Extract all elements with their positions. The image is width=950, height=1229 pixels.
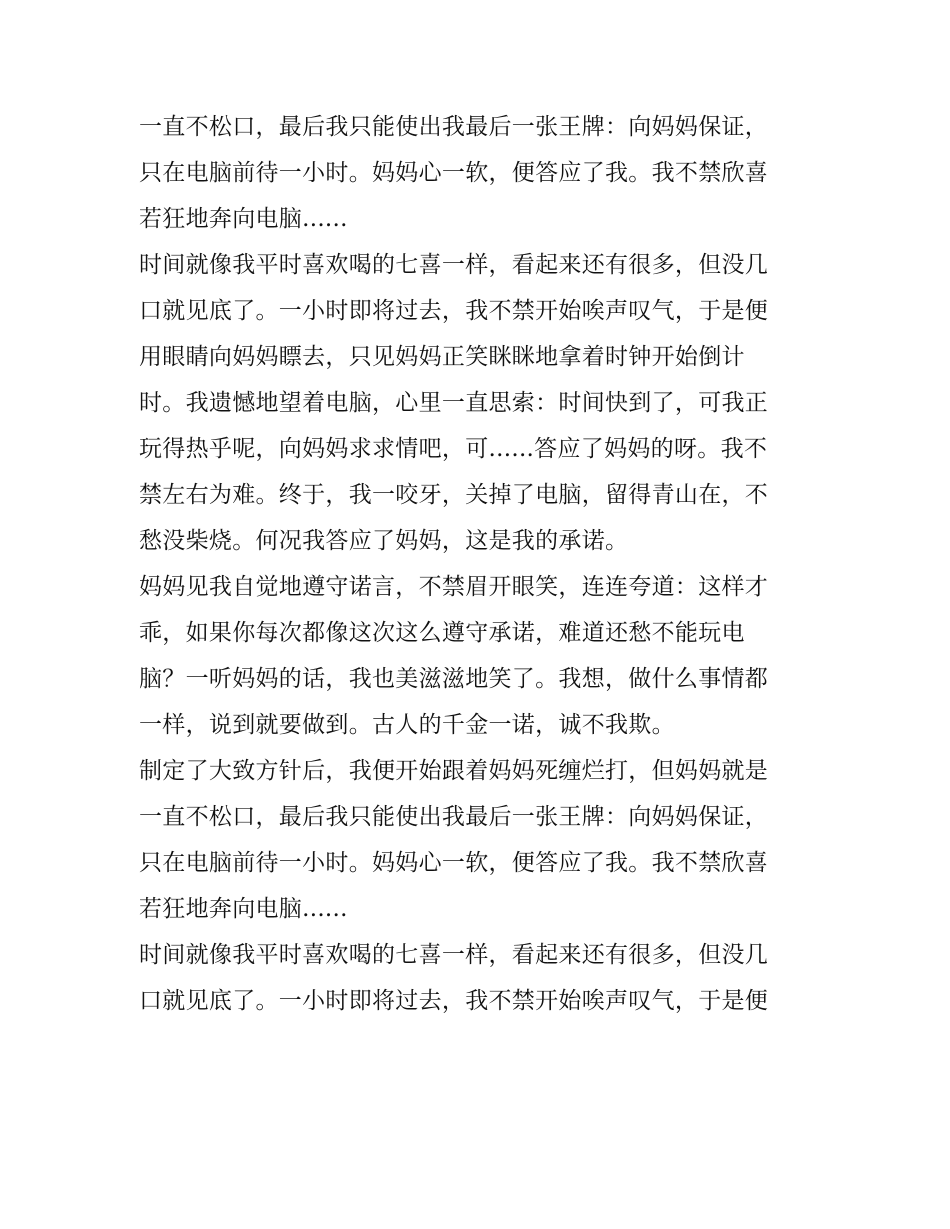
text-line: 时。我遗憾地望着电脑，心里一直思索：时间快到了，可我正 xyxy=(139,390,769,416)
text-line: 只在电脑前待一小时。妈妈心一软，便答应了我。我不禁欣喜 xyxy=(139,850,769,876)
text-line: 乖，如果你每次都像这次这么遵守承诺，难道还愁不能玩电 xyxy=(139,620,745,646)
text-line: 一直不松口，最后我只能使出我最后一张王牌：向妈妈保证， xyxy=(139,804,769,830)
text-line: 愁没柴烧。何况我答应了妈妈，这是我的承诺。 xyxy=(139,528,629,554)
body-text xyxy=(139,104,819,1024)
text-line: 只在电脑前待一小时。妈妈心一软，便答应了我。我不禁欣喜 xyxy=(139,160,769,186)
text-line: 时间就像我平时喜欢喝的七喜一样，看起来还有很多，但没几 xyxy=(139,942,769,968)
text-line: 妈妈见我自觉地遵守诺言，不禁眉开眼笑，连连夸道：这样才 xyxy=(139,574,769,600)
text-line: 若狂地奔向电脑...... xyxy=(139,206,348,232)
text-line: 口就见底了。一小时即将过去，我不禁开始唉声叹气，于是便 xyxy=(139,298,769,324)
text-line: 脑？一听妈妈的话，我也美滋滋地笑了。我想，做什么事情都 xyxy=(139,666,769,692)
text-line: 用眼睛向妈妈瞟去，只见妈妈正笑眯眯地拿着时钟开始倒计 xyxy=(139,344,745,370)
text-line: 禁左右为难。终于，我一咬牙，关掉了电脑，留得青山在，不 xyxy=(139,482,769,508)
text-line: 一直不松口，最后我只能使出我最后一张王牌：向妈妈保证， xyxy=(139,114,769,140)
text-line: 制定了大致方针后，我便开始跟着妈妈死缠烂打，但妈妈就是 xyxy=(139,758,769,784)
text-line: 一样，说到就要做到。古人的千金一诺，诚不我欺。 xyxy=(139,712,675,738)
text-line: 若狂地奔向电脑...... xyxy=(139,896,348,922)
text-line: 口就见底了。一小时即将过去，我不禁开始唉声叹气，于是便 xyxy=(139,988,769,1014)
text-line: 玩得热乎呢，向妈妈求求情吧，可......答应了妈妈的呀。我不 xyxy=(139,436,768,462)
text-line: 时间就像我平时喜欢喝的七喜一样，看起来还有很多，但没几 xyxy=(139,252,769,278)
